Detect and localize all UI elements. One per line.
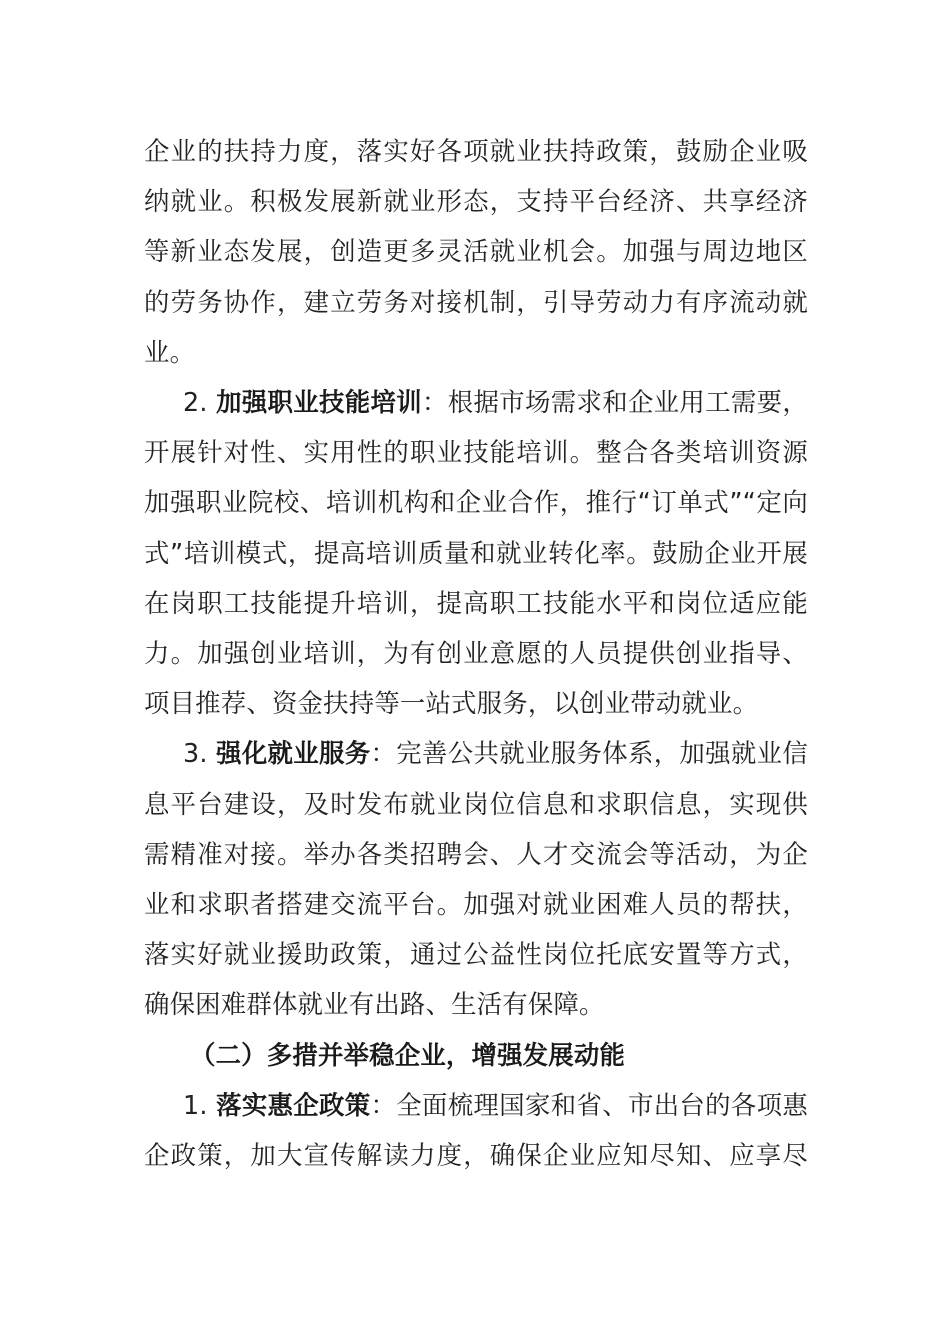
section-heading-block [144,1030,808,1080]
text-line: 业。 [144,336,196,367]
text-line: 落实好就业援助政策，通过公益性岗位托底安置等方式， [144,939,808,970]
item-first-line-text: ：根据市场需求和企业用工需要， [422,387,808,418]
item-title: 加强职业技能培训 [216,387,423,418]
paragraph-skills-training [144,377,808,728]
text-line: 企业的扶持力度，落实好各项就业扶持政策，鼓励企业吸 [144,136,808,166]
section-heading: （二）多措并举稳企业，增强发展动能 [190,1039,626,1070]
text-line: 确保困难群体就业有出路、生活有保障。 [144,989,605,1020]
text-line: 式”培训模式，提高培训质量和就业转化率。鼓励企业开展 [144,537,808,568]
item-number: 2. [183,387,208,418]
text-line: 业和求职者搭建交流平台。加强对就业困难人员的帮扶， [144,889,808,920]
item-number: 3. [183,738,208,769]
text-line: 息平台建设，及时发布就业岗位信息和求职信息，实现供 [144,788,808,819]
text-line: 在岗职工技能提升培训，提高职工技能水平和岗位适应能 [144,587,808,618]
text-line: 企政策，加大宣传解读力度，确保企业应知尽知、应享尽 [144,1140,808,1171]
text-line: 加强职业院校、培训机构和企业合作，推行“订单式”“定向 [144,487,808,518]
paragraph-employment-services [144,728,808,1029]
item-number: 1. [183,1089,208,1120]
paragraph-first-line [144,728,808,778]
text-line: 等新业态发展，创造更多灵活就业机会。加强与周边地区 [144,236,808,267]
item-first-line-text: ：完善公共就业服务体系，加强就业信 [370,738,808,769]
paragraph-enterprise-policy [144,1080,808,1180]
paragraph-first-line [144,1080,808,1130]
paragraph-employment-support [144,126,808,377]
text-line: 需精准对接。举办各类招聘会、人才交流会等活动，为企 [144,838,808,869]
item-first-line-text: ：全面梳理国家和省、市出台的各项惠 [370,1089,808,1120]
text-line: 项目推荐、资金扶持等一站式服务，以创业带动就业。 [144,688,759,719]
text-line: 的劳务协作，建立劳务对接机制，引导劳动力有序流动就 [144,286,808,317]
document-body [144,126,808,1180]
paragraph-first-line [144,377,808,427]
item-title: 强化就业服务 [216,738,371,769]
text-line: 纳就业。积极发展新就业形态，支持平台经济、共享经济 [144,186,808,217]
item-title: 落实惠企政策 [216,1089,371,1120]
text-line: 力。加强创业培训，为有创业意愿的人员提供创业指导、 [144,638,808,669]
text-line: 开展针对性、实用性的职业技能培训。整合各类培训资源 [144,437,808,468]
